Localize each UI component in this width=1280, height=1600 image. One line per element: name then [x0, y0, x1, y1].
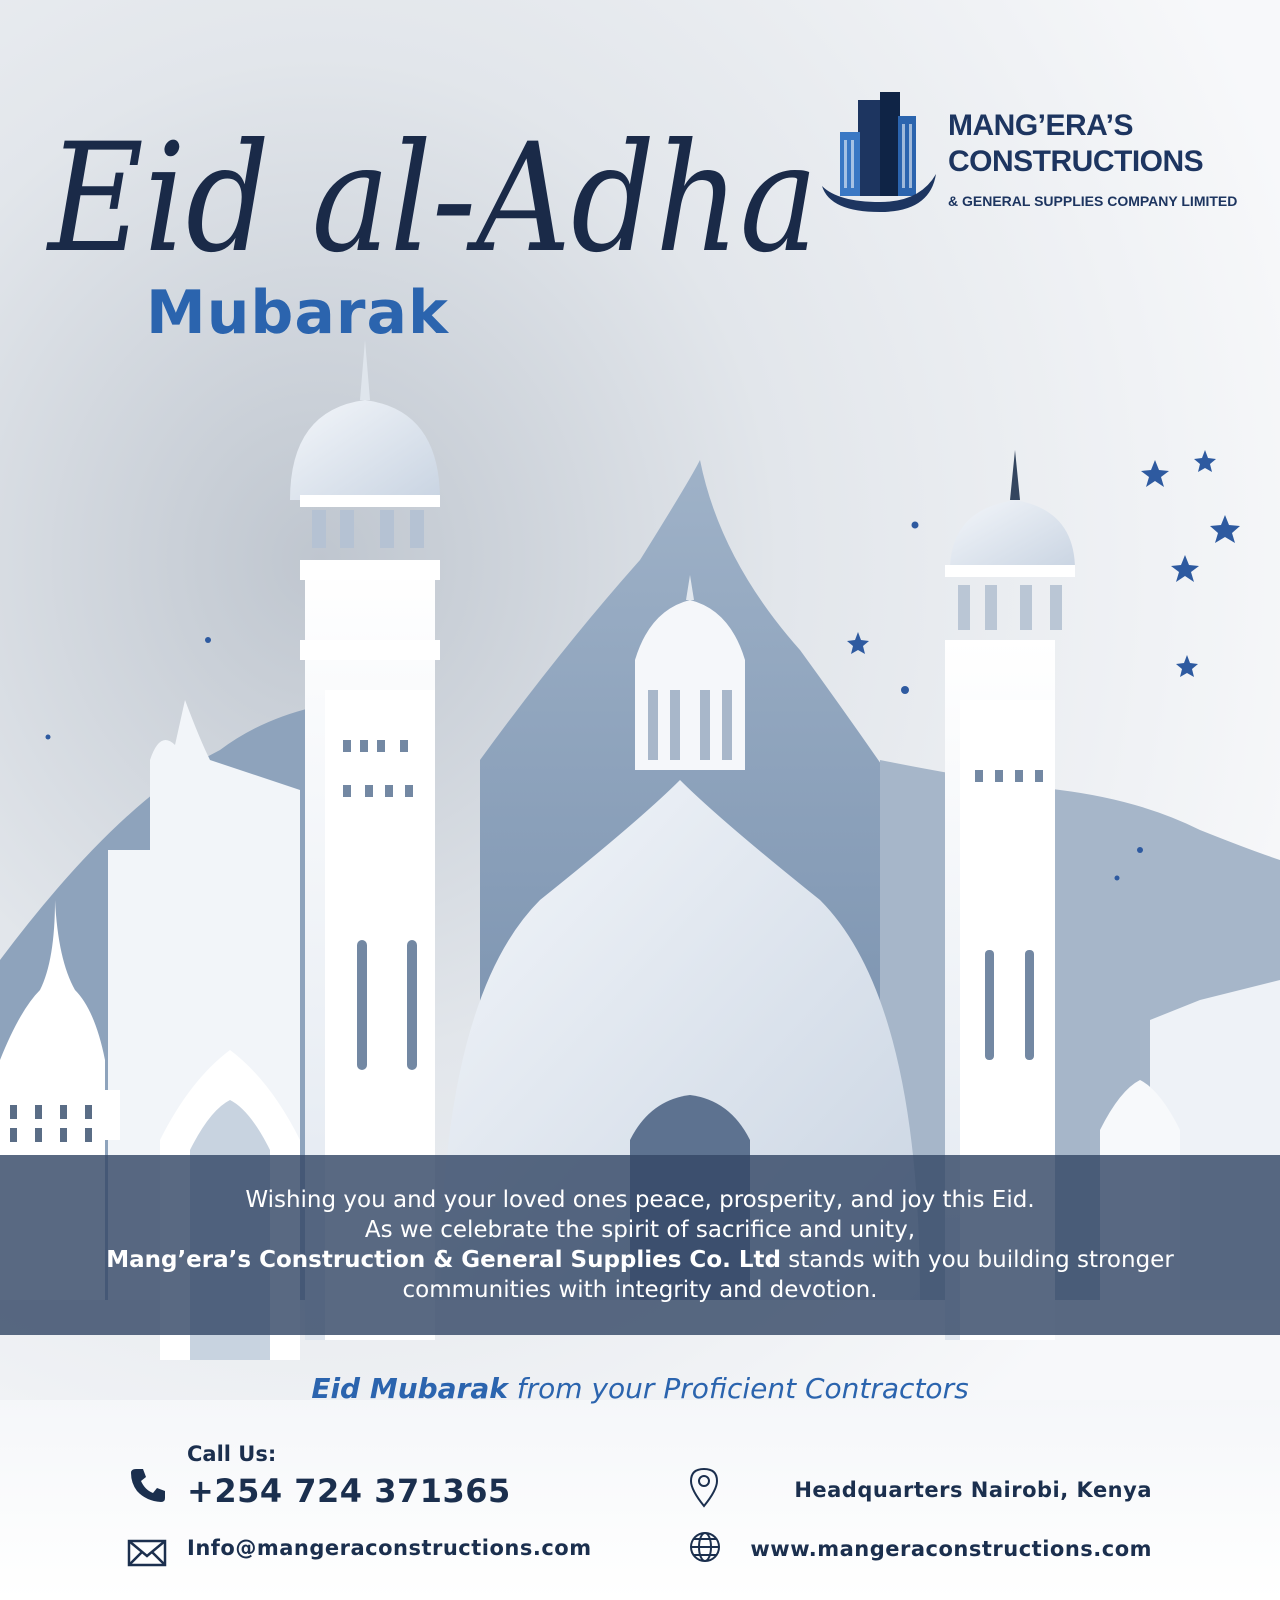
- phone-icon: [128, 1465, 168, 1505]
- tagline-rest: from your Proficient Contractors: [507, 1372, 969, 1405]
- website-link[interactable]: www.mangeraconstructions.com: [750, 1537, 1152, 1561]
- headline-script: [40, 60, 830, 310]
- location-pin-icon: [688, 1466, 720, 1508]
- tagline: [0, 1372, 1280, 1405]
- company-name-line1: MANG’ERA’S: [948, 109, 1134, 142]
- message-line-1: Wishing you and your loved ones peace, prosperity, and joy this Eid.: [245, 1187, 1035, 1213]
- message-line-3-rest: stands with you building stronger: [780, 1247, 1174, 1273]
- company-name: [948, 108, 1203, 180]
- mubarak-subtitle: Mubarak: [146, 278, 449, 348]
- email-link[interactable]: Info@mangeraconstructions.com: [187, 1536, 592, 1560]
- call-us-label: Call Us:: [187, 1442, 277, 1466]
- company-name-line2: CONSTRUCTIONS: [948, 145, 1204, 178]
- tagline-bold: Eid Mubarak: [311, 1372, 508, 1405]
- message-line-4: communities with integrity and devotion.: [402, 1277, 878, 1303]
- company-subline: & GENERAL SUPPLIES COMPANY LIMITED: [948, 193, 1238, 209]
- greeting-message-band: [0, 1155, 1280, 1335]
- phone-number[interactable]: +254 724 371365: [187, 1472, 511, 1510]
- buildings-logo-icon: [820, 88, 940, 218]
- company-logo: [820, 88, 1250, 223]
- message-line-3: [106, 1245, 1174, 1275]
- envelope-icon: [127, 1538, 167, 1568]
- message-company-name: Mang’era’s Construction & General Supplies Co. Ltd: [106, 1247, 781, 1273]
- headquarters-address: Headquarters Nairobi, Kenya: [794, 1478, 1152, 1502]
- globe-icon: [688, 1530, 722, 1564]
- eid-al-adha-title: Eid al-Adha: [45, 112, 819, 286]
- message-line-2: As we celebrate the spirit of sacrifice and unity,: [364, 1217, 916, 1243]
